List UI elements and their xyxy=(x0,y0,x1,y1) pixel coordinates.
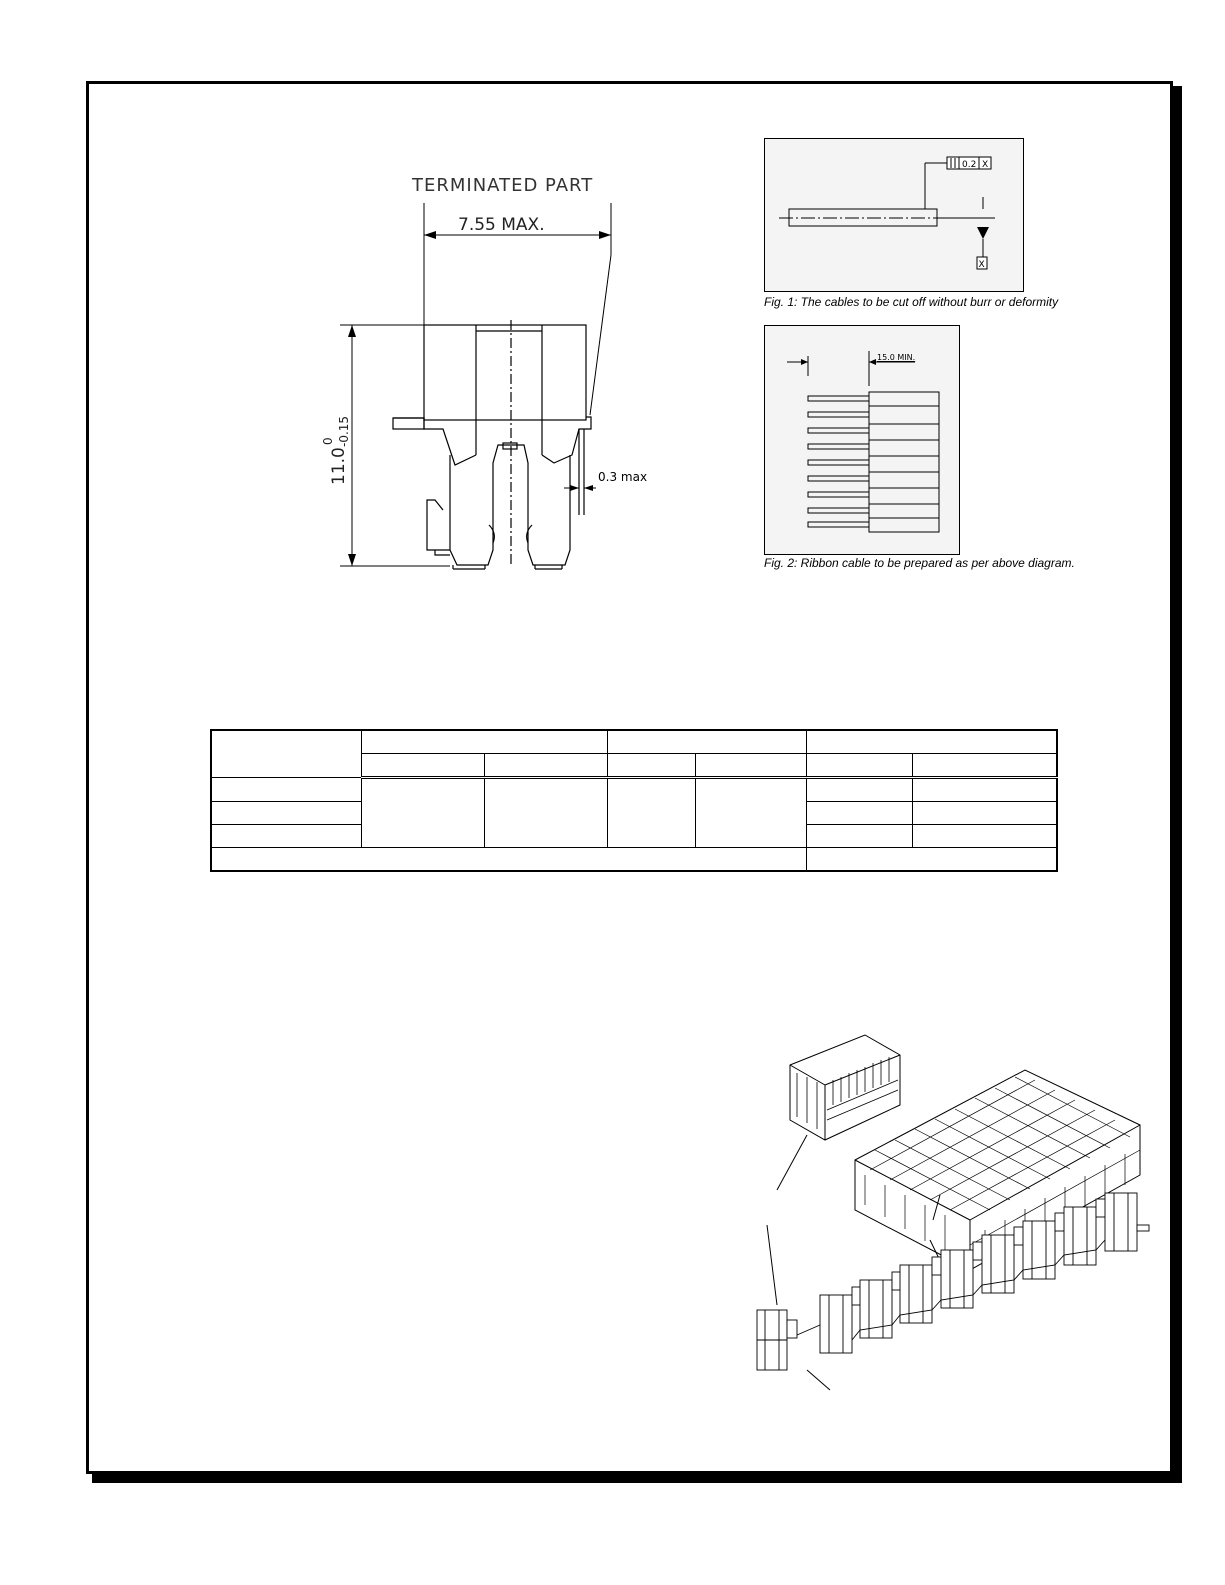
fig2-drawing xyxy=(765,326,959,554)
fig2-strip-dimension: 15.0 MIN. xyxy=(877,353,916,362)
connector-housing-small xyxy=(790,1035,900,1140)
width-dimension-label: 7.55 MAX. xyxy=(458,215,545,235)
table-header-row xyxy=(211,730,1057,754)
table-footer-row xyxy=(211,848,1057,872)
fig2-caption: Fig. 2: Ribbon cable to be prepared as per above diagram. xyxy=(764,556,1075,570)
table-header-cell xyxy=(607,730,806,754)
table-cell xyxy=(912,802,1057,825)
gap-dimension-label: 0.3 max xyxy=(598,470,648,484)
table-cell xyxy=(806,825,912,848)
height-tolerance-lower: -0.15 xyxy=(337,415,351,447)
table-cell xyxy=(806,802,912,825)
table-cell xyxy=(211,802,361,825)
terminated-part-title: TERMINATED PART xyxy=(412,175,594,196)
table-header-cell xyxy=(806,730,1057,754)
table-header-cell xyxy=(211,730,361,778)
table-header-cell xyxy=(361,730,607,754)
table-subheader-cell xyxy=(695,754,806,778)
table-cell xyxy=(211,825,361,848)
fig2-ribbon-cable xyxy=(808,392,939,532)
table-subheader-cell xyxy=(484,754,607,778)
connector-illustration xyxy=(755,1025,1165,1405)
fig2-box xyxy=(764,325,960,555)
fig1-drawing xyxy=(765,139,1023,291)
table-subheader-cell xyxy=(361,754,484,778)
fig1-tolerance-datum: X xyxy=(982,160,989,170)
terminated-part-drawing xyxy=(300,165,680,585)
table-subheader-cell xyxy=(607,754,695,778)
table-subheader-cell xyxy=(806,754,912,778)
fig1-box xyxy=(764,138,1024,292)
table-cell xyxy=(695,778,806,848)
fig1-tolerance-value: 0.2 xyxy=(962,160,977,170)
table-footer-cell xyxy=(806,848,1057,872)
table-row xyxy=(211,778,1057,802)
table-cell xyxy=(912,825,1057,848)
table-footer-cell xyxy=(211,848,806,872)
table-cell xyxy=(912,778,1057,802)
table-cell xyxy=(607,778,695,848)
table-subheader-cell xyxy=(912,754,1057,778)
fig1-caption: Fig. 1: The cables to be cut off without burr or deformity xyxy=(764,295,1059,309)
table-cell xyxy=(211,778,361,802)
specification-table xyxy=(210,729,1058,872)
table-cell xyxy=(806,778,912,802)
table-cell xyxy=(484,778,607,848)
table-cell xyxy=(361,778,484,848)
fig1-datum-label: X xyxy=(978,260,985,270)
height-tolerance-upper: 0 xyxy=(321,437,335,445)
height-dimension-label: 11.0 xyxy=(329,447,349,485)
